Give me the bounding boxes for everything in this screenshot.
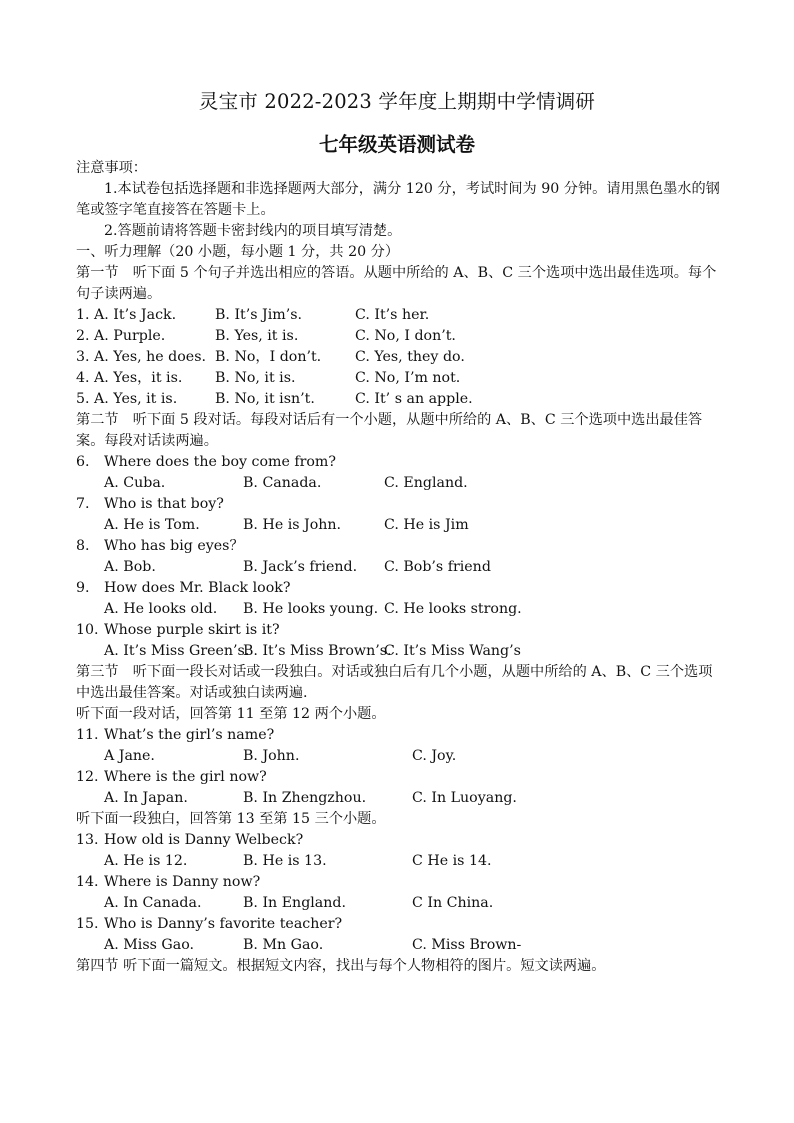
question-14-options xyxy=(76,893,722,914)
question-9-options xyxy=(76,599,722,620)
option-b: B. He is John. xyxy=(243,517,342,533)
option-b: B. Canada. xyxy=(243,475,322,491)
exam-title: 灵宝市 2022-2023 学年度上期期中学情调研 xyxy=(198,90,596,113)
part1-heading: 一、听力理解（20 小题，每小题 1 分，共 20 分） xyxy=(76,244,400,260)
option-a: A. He is 12. xyxy=(104,853,188,869)
option-b: B. It’s Miss Brown’s. xyxy=(243,643,392,659)
option-b: B. No, it is. xyxy=(215,370,296,386)
option-a: 5. A. Yes, it is. xyxy=(76,391,178,407)
question-text: Where does the boy come from? xyxy=(104,454,336,470)
question-10 xyxy=(76,620,722,641)
question-number: 15. xyxy=(76,916,99,932)
question-number: 7. xyxy=(76,496,90,512)
dialog-intro: 听下面一段对话，回答第 11 至第 12 两个小题。 xyxy=(76,706,386,722)
option-c: C. It’ s an apple. xyxy=(355,391,473,407)
question-12-options xyxy=(76,788,722,809)
question-10-options xyxy=(76,641,722,662)
option-c: C. No, I don’t. xyxy=(355,328,456,344)
option-a: 4. A. Yes，it is. xyxy=(76,370,183,386)
question-text: Who is that boy? xyxy=(104,496,224,512)
question-number: 8. xyxy=(76,538,90,554)
option-a: A. He is Tom. xyxy=(104,517,200,533)
option-c: C. Miss Brown- xyxy=(412,937,522,953)
question-8 xyxy=(76,536,722,557)
question-text: Where is the girl now? xyxy=(104,769,267,785)
option-c: C. In Luoyang. xyxy=(412,790,517,806)
exam-body xyxy=(76,158,722,977)
option-b: B. Mn Gao. xyxy=(243,937,324,953)
option-b: B. Yes, it is. xyxy=(215,328,299,344)
question-text: Where is Danny now? xyxy=(104,874,261,890)
section3-heading: 第三节 听下面一段长对话或一段独白。对话或独白后有几个小题，从题中所给的 A、B、C 三个选项中选出最佳答案。对话或独白读两遍. xyxy=(76,664,713,701)
question-12 xyxy=(76,767,722,788)
question-2 xyxy=(76,326,722,347)
option-a: A. In Canada. xyxy=(104,895,202,911)
question-7-options xyxy=(76,515,722,536)
option-a: 1. A. It’s Jack. xyxy=(76,307,177,323)
question-text: How does Mr. Black look? xyxy=(104,580,291,596)
option-b: B. It’s Jim’s. xyxy=(215,307,303,323)
question-number: 13. xyxy=(76,832,99,848)
question-number: 12. xyxy=(76,769,99,785)
question-8-options xyxy=(76,557,722,578)
question-number: 6. xyxy=(76,454,90,470)
question-9 xyxy=(76,578,722,599)
notice-heading: 注意事项： xyxy=(76,160,147,176)
question-number: 14. xyxy=(76,874,99,890)
question-11-options xyxy=(76,746,722,767)
question-text: Whose purple skirt is it? xyxy=(104,622,280,638)
section4-heading: 第四节 听下面一篇短文。根据短文内容，找出与每个人物相符的图片。短文读两遍。 xyxy=(76,958,606,974)
option-c: C. It’s her. xyxy=(355,307,430,323)
question-14 xyxy=(76,872,722,893)
option-a: A. Cuba. xyxy=(104,475,166,491)
option-c: C. No, I’m not. xyxy=(355,370,461,386)
option-a: 3. A. Yes, he does. xyxy=(76,349,206,365)
option-b: B. Jack’s friend. xyxy=(243,559,358,575)
question-13 xyxy=(76,830,722,851)
option-b: B. No, it isn’t. xyxy=(215,391,315,407)
option-c: C. Yes, they do. xyxy=(355,349,465,365)
option-c: C He is 14. xyxy=(412,853,492,869)
exam-subtitle: 七年级英语测试卷 xyxy=(318,133,475,156)
option-c: C. He looks strong. xyxy=(384,601,522,617)
option-a: A. He looks old. xyxy=(104,601,218,617)
section2-heading: 第二节 听下面 5 段对话。每段对话后有一个小题，从题中所给的 A、B、C 三个选项中选出最佳答案。每段对话读两遍。 xyxy=(76,412,703,449)
option-a: A. In Japan. xyxy=(104,790,188,806)
option-b: B. No，I don’t. xyxy=(215,349,322,365)
notice-item-1 xyxy=(76,179,722,221)
monologue-intro: 听下面一段独白，回答第 13 至第 15 三个小题。 xyxy=(76,811,386,827)
question-3 xyxy=(76,347,722,368)
question-6 xyxy=(76,452,722,473)
notice-item-2-text: 2.答题前请将答题卡密封线内的项目填写清楚。 xyxy=(104,223,402,239)
question-13-options xyxy=(76,851,722,872)
question-text: Who has big eyes？ xyxy=(104,538,244,554)
option-b: B. In Zhengzhou. xyxy=(243,790,367,806)
question-text: What’s the girl’s name? xyxy=(104,727,275,743)
option-b: B. John. xyxy=(243,748,300,764)
question-15-options xyxy=(76,935,722,956)
option-b: B. He looks young. xyxy=(243,601,379,617)
section1-heading: 第一节 听下面 5 个句子并选出相应的答语。从题中所给的 A、B、C 三个选项中选出最佳选项。每个句子读两遍。 xyxy=(76,265,717,302)
question-11 xyxy=(76,725,722,746)
question-number: 10. xyxy=(76,622,99,638)
option-a: A. Miss Gao. xyxy=(104,937,194,953)
question-text: How old is Danny Welbeck? xyxy=(104,832,304,848)
notice-item-2 xyxy=(76,221,722,242)
question-text: Who is Danny’s favorite teacher? xyxy=(104,916,343,932)
question-5 xyxy=(76,389,722,410)
question-number: 9. xyxy=(76,580,90,596)
option-c: C. Bob’s friend xyxy=(384,559,491,575)
question-1 xyxy=(76,305,722,326)
option-b: B. In England. xyxy=(243,895,346,911)
question-number: 11. xyxy=(76,727,99,743)
option-a: 2. A. Purple. xyxy=(76,328,166,344)
notice-item-1-text: 1.本试卷包括选择题和非选择题两大部分，满分 120 分，考试时间为 90 分钟。请用黑色墨水的钢笔或签字笔直接答在答题卡上。 xyxy=(76,181,720,218)
option-c: C. He is Jim xyxy=(384,517,469,533)
question-4 xyxy=(76,368,722,389)
option-c: C. Joy. xyxy=(412,748,457,764)
option-c: C. It’s Miss Wang’s xyxy=(384,643,521,659)
option-c: C In China. xyxy=(412,895,494,911)
question-7 xyxy=(76,494,722,515)
option-b: B. He is 13. xyxy=(243,853,327,869)
option-a: A. It’s Miss Green’s. xyxy=(104,643,250,659)
option-a: A. Bob. xyxy=(104,559,156,575)
option-a: A Jane. xyxy=(104,748,155,764)
option-c: C. England. xyxy=(384,475,468,491)
question-15 xyxy=(76,914,722,935)
question-6-options xyxy=(76,473,722,494)
